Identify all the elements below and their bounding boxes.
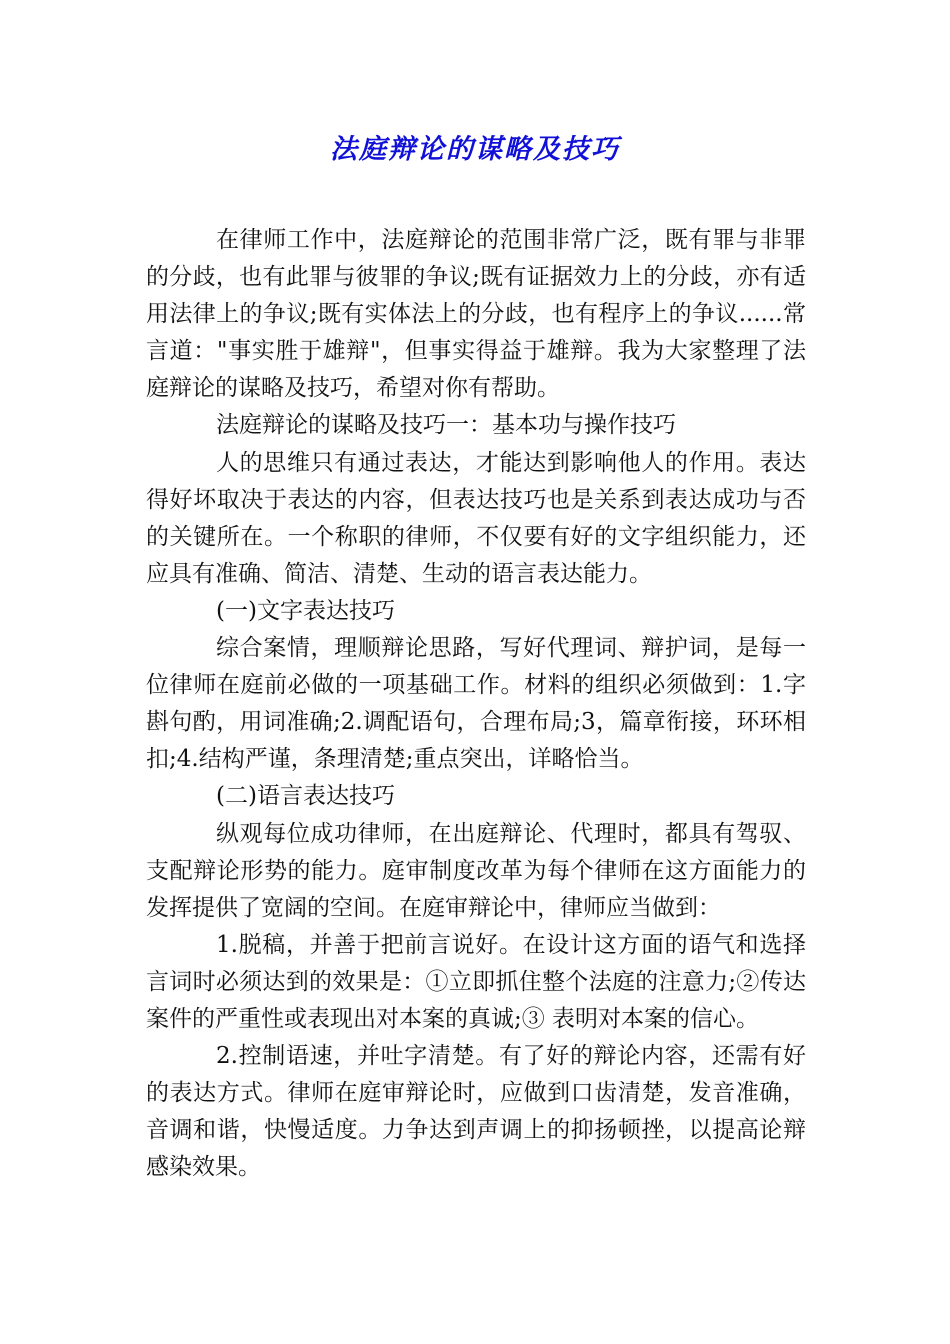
paragraph-intro: 在律师工作中，法庭辩论的范围非常广泛，既有罪与非罪的分歧，也有此罪与彼罪的争议;既有证据效力上的分歧，亦有适用法律上的争议;既有实体法上的分歧，也有程序上的争议......常言道："事实胜于雄辩"，但事实得益于雄辩。我为大家整理了法庭辩论的谋略及技巧，希望对你有帮助。 (146, 227, 806, 402)
paragraph-verbal-skills: 纵观每位成功律师，在出庭辩论、代理时，都具有驾驭、支配辩论形势的能力。庭审制度改革为每个律师在这方面能力的发挥提供了宽阔的空间。在庭审辩论中，律师应当做到： (146, 820, 806, 921)
subheading-written-skills: (一)文字表达技巧 (216, 597, 395, 624)
paragraph-written-skills: 综合案情，理顺辩论思路，写好代理词、辩护词，是每一位律师在庭前必做的一项基础工作。材料的组织必须做到：1.字斟句酌，用词准确;2.调配语句，合理布局;3，篇章衔接，环环相扣;4.结构严谨，条理清楚;重点突出，详略恰当。 (146, 635, 806, 773)
section-heading-basics: 法庭辩论的谋略及技巧一：基本功与操作技巧 (216, 412, 676, 439)
subheading-verbal-skills: (二)语言表达技巧 (216, 783, 395, 810)
list-item-speech-rate: 2.控制语速，并吐字清楚。有了好的辩论内容，还需有好的表达方式。律师在庭审辩论时，应做到口齿清楚，发音准确，音调和谐，快慢适度。力争达到声调上的抑扬顿挫，以提高论辩感染效果。 (146, 1043, 806, 1181)
paragraph-expression: 人的思维只有通过表达，才能达到影响他人的作用。表达得好坏取决于表达的内容，但表达技巧也是关系到表达成功与否的关键所在。一个称职的律师，不仅要有好的文字组织能力，还应具有准确、简洁、清楚、生动的语言表达能力。 (146, 449, 806, 587)
list-item-opening: 1.脱稿，并善于把前言说好。在设计这方面的语气和选择言词时必须达到的效果是：①立即抓住整个法庭的注意力;②传达案件的严重性或表现出对本案的真诚;③ 表明对本案的信心。 (146, 931, 806, 1032)
document-title: 法庭辩论的谋略及技巧 (330, 134, 620, 165)
document-body (146, 222, 806, 1186)
